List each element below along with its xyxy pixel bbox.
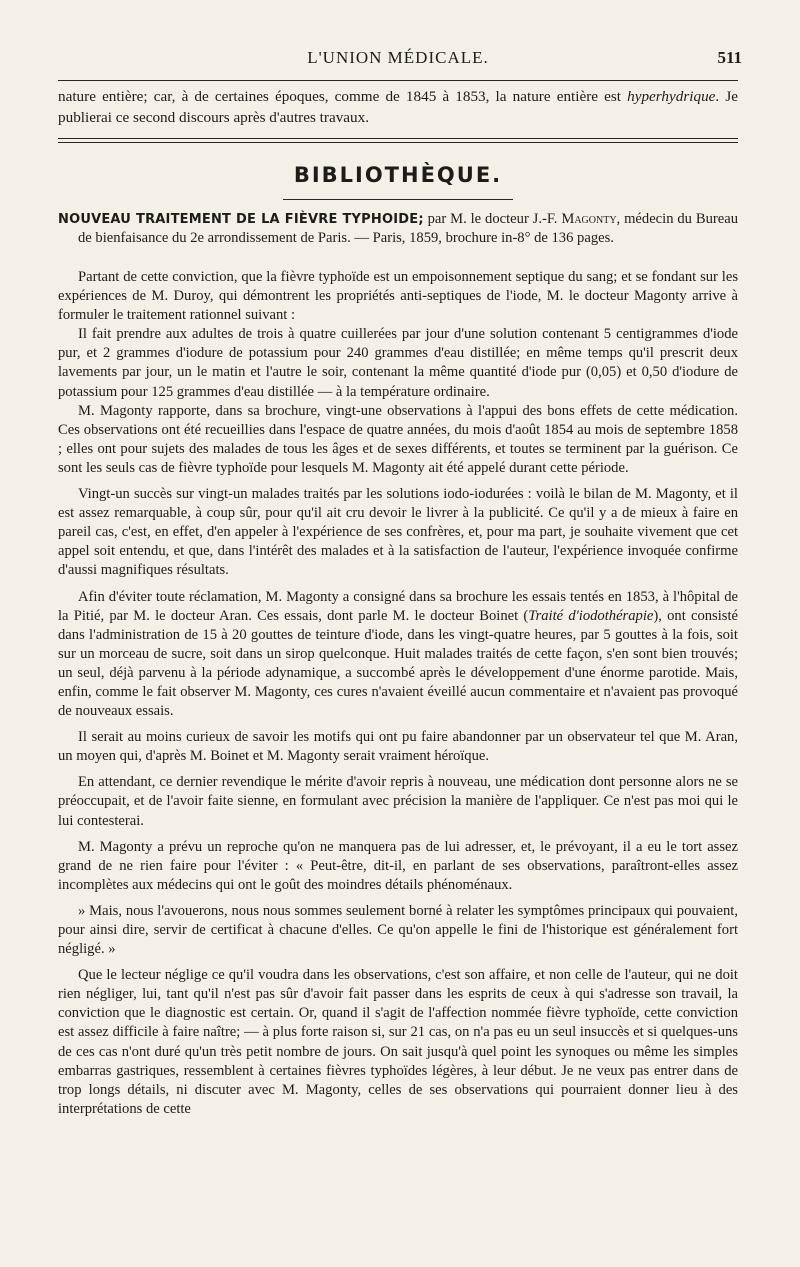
citation-by: par M. le docteur J.-F. (423, 211, 562, 227)
book-title: NOUVEAU TRAITEMENT DE LA FIÈVRE TYPHOIDE; (58, 212, 424, 227)
review-citation (58, 210, 738, 248)
section-title-rule (283, 199, 513, 200)
header-rule (58, 80, 738, 81)
paragraph-5-text: Afin d'éviter toute réclamation, M. Magonty a consigné dans sa brochure les essais tentés en 1853, à l'hôpital de la Pitié, par M. le docteur Aran. Ces essais, dont parle M. le docteur Boinet ( (58, 588, 738, 624)
paragraph-9: » Mais, nous l'avouerons, nous nous sommes seulement borné à relater les symptômes principaux qui pouvaient, pour ainsi dire, servir de certificat à chacune d'elles. Ce qu'on appelle le fini de l'historique est généralement fort négligé. » (58, 902, 738, 958)
section-title: BIBLIOTHÈQUE. (293, 163, 503, 187)
paragraph-5-text-end: ), ont consisté dans l'administration de 15 à 20 gouttes de teinture d'iode, dans les vingt-quatre heures, par 5 gouttes à la fois, soit sur un morceau de sucre, soit dans un sirop quelconque. Huit malades traités de cette façon, s'en sont bien trouvés; un seul, déjà parvenu à la période adynamique, a succombé après le développement d'une énorme parotide. Mais, enfin, comme le fait observer M. Magonty, ces cures n'avaient éveillé aucun commentaire et n'avaient pas provoqué de nouveaux essais. (58, 607, 738, 720)
running-title: L'UNION MÉDICALE. (307, 48, 489, 67)
carryover-text-end: . Je publierai ce second discours après d'autres travaux. (58, 88, 738, 126)
carryover-paragraph (58, 87, 738, 128)
paragraph-6: Il serait au moins curieux de savoir les motifs qui ont pu faire abandonner par un observateur tel que M. Aran, un moyen qui, d'après M. Boinet et M. Magonty serait vraiment héroïque. (58, 729, 738, 765)
paragraph-3: M. Magonty rapporte, dans sa brochure, vingt-une observations à l'appui des bons effets de cette médication. Ces observations ont été recueillies dans l'espace de quatre années, du mois d'août 1854 au mois de septembre 1858 ; elles ont pour sujets des malades de tous les âges et de sexes différents, et toutes se terminent par la guérison. Ce sont les seuls cas de fièvre typhoïde pour lesquels M. Magonty ait été appelé durant cette période. (58, 402, 738, 476)
paragraph-8: M. Magonty a prévu un reproche qu'on ne manquera pas de lui adresser, et, le prévoyant, il a eu le tort assez grand de ne rien faire pour l'éviter : « Peut-être, dit-il, en parlant de ses observations, paraîtront-elles assez incomplètes aux médecins qui ont le goût des moindres détails phénoménaux. (58, 838, 738, 893)
page-number: 511 (717, 48, 742, 67)
paragraph-5 (58, 588, 738, 722)
citation-author: Magonty (561, 211, 617, 227)
section-divider (58, 138, 738, 143)
running-head (58, 48, 742, 74)
paragraph-1: Partant de cette conviction, que la fièvre typhoïde est un empoisonnement septique du sang; et se fondant sur les expériences de M. Duroy, qui démontrent les propriétés anti-septiques de l'iode, M. le docteur Magonty arrive à formuler le traitement rationnel suivant : (58, 269, 738, 324)
paragraph-2: Il fait prendre aux adultes de trois à quatre cuillerées par jour d'une solution contenant 5 centigrammes d'iode pur, et 2 grammes d'iodure de potassium pour 240 grammes d'eau distillée; en même temps qu'il prescrit deux lavements par jour, un le matin et l'autre le soir, contenant la même quantité d'iode pur (0,05) et 0,50 d'iodure de potassium pour 125 grammes d'eau distillée — à la température ordinaire. (58, 326, 738, 400)
carryover-text: nature entière; car, à de certaines époques, comme de 1845 à 1853, la nature entière est (58, 88, 628, 105)
paragraph-5-emphasis: Traité d'iodothérapie (528, 607, 654, 624)
carryover-emphasis: hyperhydrique (627, 88, 716, 105)
citation-details: , médecin du Bureau de bienfaisance du 2e arrondissement de Paris. — Paris, 1859, brochure in-8° de 136 pages. (78, 211, 738, 246)
paragraph-4: Vingt-un succès sur vingt-un malades traités par les solutions iodo-iodurées : voilà le bilan de M. Magonty, et il est assez remarquable, à coup sûr, pour qu'il ait cru devoir le livrer à la publicité. Ce qu'il y a de mieux à faire en pareil cas, c'est, en effet, d'en appeler à l'expérience de ses confrères, et, pour ma part, je souhaite vivement que cet appel soit entendu, et que, dans l'intérêt des malades et à la satisfaction de l'auteur, l'expérience invoquée confirme d'aussi magnifiques résultats. (58, 486, 738, 579)
paragraph-10: Que le lecteur néglige ce qu'il voudra dans les observations, c'est son affaire, et non celle de l'auteur, qui ne doit rien négliger, lui, tant qu'il n'est pas sûr d'avoir fait passer dans les esprits de ceux à qui s'adresse son travail, la conviction que le diagnostic est certain. Or, quand il s'agit de l'affection nommée fièvre typhoïde, cette conviction est assez difficile à faire naître; — à plus forte raison si, sur 21 cas, on n'a pas eu un seul insuccès et si quelques-uns de ces cas n'ont duré qu'un très petit nombre de jours. On sait jusqu'à quel point les synoques ou même les simples embarras gastriques, ressemblent à certaines fièvres typhoïdes légères, à leur début. Je ne veux pas entrer dans de trop longs détails, ni discuter avec M. Magonty, celles de ses observations qui pourraient donner lieu à des interprétations de cette (58, 967, 738, 1117)
paragraph-7: En attendant, ce dernier revendique le mérite d'avoir repris à nouveau, une médication dont personne alors ne se préoccupait, et de l'avoir faite sienne, en formulant avec précision la manière de l'appliquer. Ce n'est pas moi qui le lui contesterai. (58, 774, 738, 829)
